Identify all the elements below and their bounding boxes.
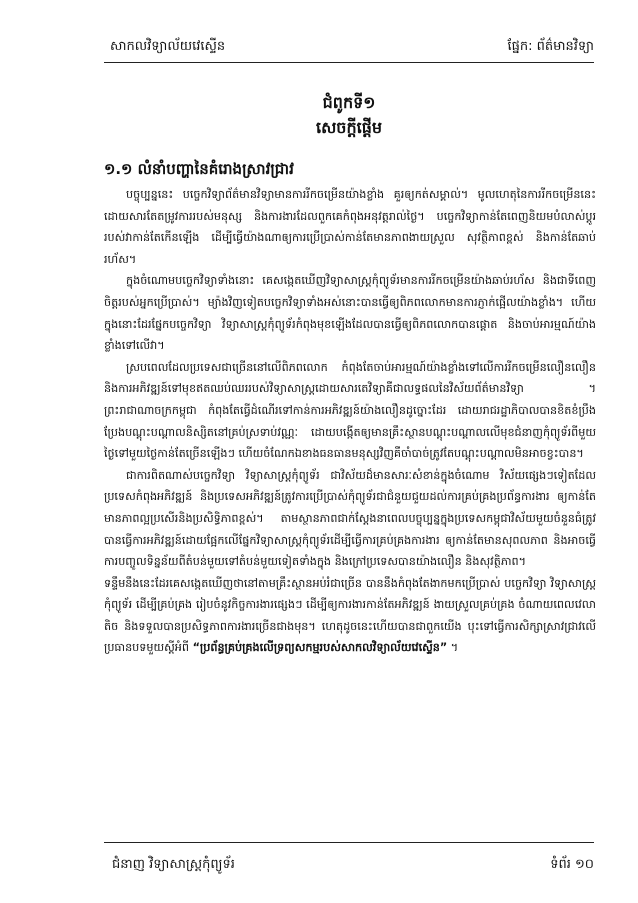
body-text — [104, 184, 596, 659]
header-department: ផ្នែក: ព័ត៌មានវិទ្យា — [507, 39, 594, 54]
paragraph-5-text: ទន្ទឹមនឹងនេះដែរគេសង្កេតឃើញថានៅតាមគ្រឹះស្ថានអប់រំជាច្រើន បាននឹងកំពុងតែងាកមកប្រើប្រាស់ បច្ចេកវិទ្យា វិទ្យាសាស្ត្រកុំព្យូទ័រ ដើម្បីគ្រប់គ្រង រៀបចំនូវកិច្ចការងារផ្សេងៗ ដើម្បីឲ្យការងារកាន់តែអភិវឌ្ឍន៍ ងាយស្រួលគ្រប់គ្រង ចំណាយពេលវេលាតិច និងទទួលបានប្រសិទ្ធភាពការងារច្រើនជាងមុន។ ហេតុដូចនេះហើយបានជាពួកយើង បុះទៅធ្វើការសិក្សាស្រាវជ្រាវលើប្រធានបទមួយស្តីអំពី — [104, 576, 596, 655]
paragraph-end-mark: ។ — [447, 641, 459, 655]
footer-course: ជំនាញ វិទ្យាសាស្ត្រកុំព្យូទ័រ — [112, 857, 235, 872]
footer-divider — [104, 842, 594, 843]
chapter-title: សេចក្តីផ្តើម — [315, 118, 382, 137]
header-university: សាកលវិទ្យាល័យវេស្ទើន — [110, 39, 226, 54]
paragraph-1: បច្ចុប្បន្ននេះ បច្ចេកវិទ្យាព័ត៌មានវិទ្យាមានការរីកចម្រើនយ៉ាងខ្លាំង គួរឲ្យកត់សម្គាល់។ មូលហេតុនៃការរីកចម្រើននេះ ដោយសារតែតម្រូវការរបស់មនុស្ស និងការងារដែលពួកគេកំពុងអនុវត្តរាល់ថ្ងៃ។ បច្ចេកវិទ្យាកាន់តែពេញនិយមបំលាស់ប្តូររបស់វាកាន់តែកើនឡើង ដើម្បីធ្វើយ៉ាងណាឲ្យការប្រើប្រាស់កាន់តែមានភាពងាយស្រួល សុវត្ថិភាពខ្ពស់ និងកាន់តែឆាប់រហ័ស។ — [104, 188, 596, 266]
section-title: ១.១ លំនាំបញ្ហានៃគំរោងស្រាវជ្រាវ — [104, 160, 294, 178]
chapter-number: ជំពូកទី១ — [322, 93, 376, 112]
header-divider — [104, 62, 594, 63]
page-header — [104, 34, 594, 60]
paragraph-4: ជាការពិតណាស់បច្ចេកវិទ្យា វិទ្យាសាស្ត្រកុំព្យូទ័រ ជាវិស័យដ៏មានសារៈសំខាន់ក្នុងចំណោម វិស័យផ្សេងៗទៀតដែលប្រទេសកំពុងអភិវឌ្ឍន៍ និងប្រទេសអភិវឌ្ឍន៍ត្រូវការប្រើប្រាស់កុំព្យូទ័រជាជំនួយជួយដល់ការគ្រប់គ្រងប្រព័ន្ធការងារ ឲ្យកាន់តែមានភាពល្អប្រសើរនិងប្រសិទ្ធិភាពខ្ពស់។ តាមស្ថានភាពជាក់ស្តែងនាពេលបច្ចុប្បន្នក្នុងប្រទេសកម្ពុជាវិស័យមួយចំនួនធំត្រូវបានធ្វើការអភិវឌ្ឍន៍ដោយផ្អែកលើផ្នែកវិទ្យាសាស្ត្រកុំព្យូទ័រដើម្បីធ្វើការគ្រប់គ្រងការងារ ឲ្យកាន់តែមានសុពលភាព និងអាចធ្វើការបញ្ចូលទិន្នន័យពីតំបន់មួយទៅតំបន់មួយទៀតទាំងក្នុង និងក្រៅប្រទេសបានយ៉ាងលឿន និងសុវត្ថិភាព។ — [104, 468, 596, 569]
paragraph-2: ក្នុងចំណោមបច្ចេកវិទ្យាទាំងនោះ គេសង្កេតឃើញវិទ្យាសាស្ត្រកុំព្យូទ័រមានការរីកចម្រើនយ៉ាងឆាប់រហ័ស និងជាទីពេញចិត្តរបស់អ្នកប្រើប្រាស់។ ម្យ៉ាងវិញទៀតបច្ចេកវិទ្យាទាំងអស់នោះបានធ្វើឲ្យពិភពលោកមានការភ្ញាក់ផ្អើលយ៉ាងខ្លាំង។ ហើយក្នុងនោះដែរផ្នែកបច្ចេកវិទ្យា វិទ្យាសាស្ត្រកុំព្យូទ័រកំពុងមុខឡើងដែលបានធ្វើឲ្យពិភពលោកបានផ្តោត និងចាប់អារម្មណ៍យ៉ាងខ្លាំងទៅលើវា។ — [104, 274, 596, 353]
page-footer — [104, 852, 594, 876]
project-title-quote: “ប្រព័ន្ធគ្រប់គ្រងលើទ្រព្យសកម្មរបស់សាកលវិទ្យាល័យវេស្ទើន” — [192, 641, 448, 655]
paragraph-3: ស្របពេលដែលប្រទេសជាច្រើននៅលើពិភពលោក កំពុងតែចាប់អារម្មណ៍យ៉ាងខ្លាំងទៅលើការរីកចម្រើនលឿនលឿន និងការអភិវឌ្ឍន៍ទៅមុខឥតឈប់ឈររបស់វិទ្យាសាស្ត្រដោយសារតេវិទ្យាគឺជាលទ្ធផលនៃវិស័យព័ត៌មានវិទ្យា ។ ព្រះរាជាណាចក្រកម្ពុជា កំពុងតែធ្វើដំណើរទៅកាន់ការអភិវឌ្ឍន៍យ៉ាងលឿនដូច្នោះដែរ ដោយរាជរដ្ឋាភិបាលបានខិតខំប្រឹងប្រែងបណ្តុះបណ្តាលនិស្សិតនៅគ្រប់ស្រទាប់វណ្ណៈ ដោយបង្កើតឲ្យមានគ្រឹះស្ថានបណ្តុះបណ្តាលលើមុខជំនាញកុំព្យូទ័រពីមួយថ្ងៃទៅមួយថ្ងៃកាន់តែច្រើនឡើងៗ ហើយចំណែកឯខាងធនធានមនុស្សវិញគឺចាំបាច់ត្រូវតែបណ្តុះបណ្តាលមិនអាចខ្វះបាន។ — [104, 360, 596, 461]
footer-page-number: ទំព័រ ១០ — [550, 857, 594, 872]
paragraph-5 — [104, 573, 596, 659]
